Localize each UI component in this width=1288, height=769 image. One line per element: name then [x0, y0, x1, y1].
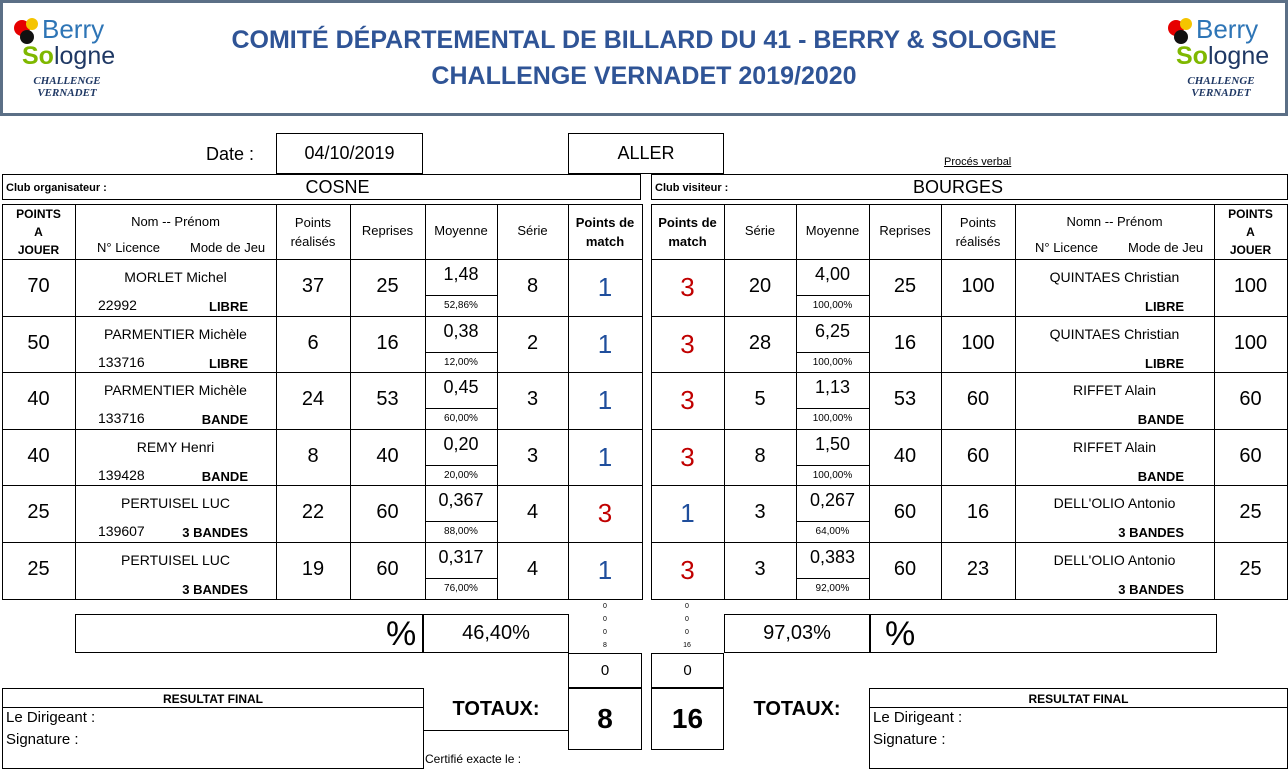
home-moyenne: 0,367	[438, 490, 484, 511]
home-moyenne: 1,48	[443, 264, 479, 284]
col-points-match: Points de match	[575, 215, 635, 249]
away-signature-label: Signature :	[873, 731, 946, 748]
header-banner	[0, 0, 1288, 116]
away-player-name: QUINTAES Christian	[1049, 325, 1180, 342]
away-moyenne-pct: 100,00%	[812, 469, 853, 481]
home-serie: 3	[526, 388, 539, 411]
col-mode: Mode de Jeu	[190, 240, 266, 255]
away-player-name: RIFFET Alain	[1073, 382, 1156, 399]
away-reprises: 60	[893, 558, 917, 580]
home-player-mode: LIBRE	[209, 299, 248, 314]
home-dirigeant-label: Le Dirigeant :	[6, 709, 96, 726]
home-moyenne-pct: 20,00%	[444, 469, 478, 481]
moyenne-divider	[796, 521, 869, 522]
col-moyenne: Moyenne	[434, 223, 488, 238]
home-points-match: 1	[597, 272, 613, 302]
away-moyenne: 0,267	[809, 490, 856, 511]
col-points-realises: Points réalisés	[290, 215, 336, 249]
moyenne-divider	[796, 408, 869, 409]
away-points-match: 3	[680, 272, 695, 302]
home-moyenne: 0,38	[443, 320, 479, 341]
away-serie: 8	[754, 444, 766, 467]
moyenne-divider	[796, 578, 869, 579]
away-points-match: 3	[680, 328, 695, 359]
home-player-mode: BANDE	[201, 468, 248, 484]
home-player-name: PERTUISEL LUC	[121, 495, 230, 512]
home-reprises: 25	[376, 275, 399, 297]
away-dirigeant-label: Le Dirigeant :	[873, 709, 963, 726]
home-points-a-jouer: 70	[27, 275, 50, 297]
home-points-a-jouer: 50	[27, 331, 50, 354]
home-player-name: PARMENTIER Michèle	[104, 382, 247, 399]
col-moyenne: Moyenne	[805, 223, 860, 238]
away-points-match: 3	[680, 555, 695, 585]
home-points-match: 1	[597, 385, 613, 416]
col-points-realises: Points réalisés	[955, 215, 1001, 249]
col-nom-prenom: Nomn -- Prénom	[1066, 214, 1163, 229]
col-reprises: Reprises	[879, 223, 931, 238]
home-player-licence: 133716	[98, 410, 145, 427]
berry-sologne-logo-right: Berry Sologne CHALLENGE VERNADET	[1162, 10, 1280, 110]
away-moyenne-pct: 100,00%	[812, 356, 853, 368]
home-serie: 4	[526, 558, 539, 580]
away-reprises: 16	[893, 331, 917, 354]
away-points-realises: 100	[961, 331, 995, 354]
moyenne-divider	[796, 352, 869, 353]
col-reprises: Reprises	[361, 223, 414, 238]
home-total: 8	[568, 688, 642, 750]
home-points-a-jouer: 40	[27, 388, 50, 411]
home-player-mode: BANDE	[201, 412, 248, 428]
home-points-match: 1	[597, 555, 613, 585]
away-player-mode: LIBRE	[1145, 299, 1184, 314]
home-pct-value: 46,40%	[423, 614, 569, 653]
away-mini-values: 0 0 0 16	[683, 603, 691, 649]
home-player-licence: 133716	[98, 353, 145, 370]
home-player-mode: 3 BANDES	[182, 582, 248, 597]
certifie-label: Certifié exacte le :	[425, 752, 522, 766]
away-points-a-jouer: 60	[1239, 388, 1262, 411]
home-serie: 2	[526, 331, 539, 354]
home-reprises: 60	[376, 558, 399, 580]
away-moyenne: 1,50	[814, 433, 851, 454]
home-pct-box: %	[75, 614, 423, 653]
home-points-realises: 6	[307, 331, 319, 354]
away-serie: 20	[748, 275, 772, 297]
home-player-name: PERTUISEL LUC	[121, 552, 230, 568]
away-points-a-jouer: 100	[1233, 275, 1268, 297]
home-player-name: PARMENTIER Michèle	[104, 325, 247, 342]
club-organisateur-value: COSNE	[305, 177, 370, 197]
col-points-match: Points de match	[658, 215, 717, 249]
moyenne-divider	[425, 578, 497, 579]
home-player-licence: 22992	[98, 297, 137, 313]
berry-sologne-logo-left: Berry Sologne CHALLENGE VERNADET	[8, 10, 126, 110]
home-points-a-jouer: 25	[27, 501, 50, 524]
moyenne-divider	[425, 408, 497, 409]
home-resultat-final: RESULTAT FINAL Le Dirigeant : Signature :	[2, 688, 424, 769]
away-player-mode: LIBRE	[1145, 355, 1184, 371]
home-reprises: 53	[376, 388, 399, 411]
home-moyenne-pct: 88,00%	[444, 526, 478, 538]
away-total: 16	[651, 688, 724, 750]
home-reprises: 16	[376, 331, 399, 354]
home-points-match: 1	[597, 328, 613, 359]
club-visiteur-value: BOURGES	[912, 177, 1004, 197]
home-points-realises: 24	[301, 388, 325, 411]
away-serie: 5	[754, 388, 766, 411]
col-licence: N° Licence	[97, 240, 161, 255]
away-pct-value: 97,03%	[724, 614, 870, 653]
page-title: COMITÉ DÉPARTEMENTAL DE BILLARD DU 41 - BERRY & SOLOGNE	[231, 26, 1057, 54]
home-serie: 8	[526, 275, 539, 297]
away-points-match: 3	[680, 441, 695, 472]
home-player-licence: 139607	[98, 523, 145, 540]
away-resultat-final: RESULTAT FINAL Le Dirigeant : Signature :	[869, 688, 1288, 769]
home-moyenne: 0,20	[443, 433, 479, 454]
away-player-mode: BANDE	[1137, 412, 1184, 428]
home-points-match: 1	[597, 441, 613, 472]
away-player-mode: 3 BANDES	[1118, 582, 1184, 597]
away-moyenne: 6,25	[814, 320, 851, 341]
col-serie: Série	[744, 223, 776, 238]
totaux-label-away: TOTAUX:	[753, 697, 841, 720]
proces-verbal-label: Procés verbal	[944, 156, 1012, 168]
col-licence: N° Licence	[1035, 240, 1099, 255]
away-points-match: 1	[680, 498, 695, 529]
home-score-table	[2, 204, 644, 599]
home-player-mode: LIBRE	[209, 355, 248, 371]
moyenne-divider	[796, 465, 869, 466]
away-points-realises: 60	[966, 444, 990, 467]
col-points-a-jouer: POINTS A JOUER	[16, 207, 61, 257]
away-pct-box: %	[870, 614, 1217, 653]
away-moyenne-pct: 64,00%	[815, 526, 850, 538]
moyenne-divider	[425, 352, 497, 353]
home-points-a-jouer: 40	[27, 444, 50, 467]
home-mini-values: 0 0 0 8	[603, 603, 607, 649]
home-points-realises: 8	[307, 444, 319, 467]
home-moyenne-pct: 60,00%	[444, 413, 478, 425]
moyenne-divider	[425, 465, 497, 466]
home-moyenne-pct: 76,00%	[444, 583, 478, 594]
away-zero: 0	[651, 653, 724, 688]
away-player-name: DELL'OLIO Antonio	[1053, 495, 1176, 512]
home-moyenne-pct: 52,86%	[444, 300, 478, 311]
club-visiteur-row: Club visiteur : BOURGES	[651, 174, 1288, 200]
away-points-realises: 100	[961, 275, 995, 297]
date-label: Date :	[205, 143, 255, 164]
home-moyenne: 0,317	[438, 547, 484, 567]
away-reprises: 40	[893, 444, 917, 467]
away-moyenne-pct: 100,00%	[812, 300, 853, 311]
home-points-realises: 22	[301, 501, 325, 524]
moyenne-divider	[425, 521, 497, 522]
totaux-label-home: TOTAUX:	[452, 697, 540, 720]
away-player-name: QUINTAES Christian	[1049, 269, 1180, 285]
away-points-realises: 60	[966, 388, 990, 411]
home-player-mode: 3 BANDES	[182, 525, 248, 541]
club-organisateur-row: Club organisateur : COSNE	[2, 174, 641, 200]
home-reprises: 40	[376, 444, 399, 467]
away-reprises: 60	[893, 501, 917, 524]
moyenne-divider	[796, 295, 869, 296]
home-moyenne-pct: 12,00%	[444, 356, 478, 368]
away-player-name: RIFFET Alain	[1073, 438, 1156, 455]
away-score-table	[651, 204, 1288, 599]
away-player-mode: BANDE	[1137, 468, 1184, 484]
home-serie: 4	[526, 501, 539, 524]
away-points-realises: 16	[966, 501, 990, 524]
moyenne-divider	[425, 295, 497, 296]
away-reprises: 53	[893, 388, 917, 411]
away-points-a-jouer: 60	[1239, 444, 1262, 467]
home-player-name: REMY Henri	[136, 438, 215, 455]
away-moyenne-pct: 100,00%	[812, 413, 853, 425]
away-player-mode: 3 BANDES	[1118, 525, 1184, 541]
col-serie: Série	[517, 223, 548, 238]
home-points-match: 3	[597, 498, 613, 529]
away-moyenne: 4,00	[814, 264, 851, 284]
home-player-name: MORLET Michel	[124, 269, 227, 285]
away-serie: 3	[754, 501, 766, 524]
away-moyenne: 0,383	[809, 547, 856, 567]
home-moyenne: 0,45	[443, 377, 479, 398]
away-points-match: 3	[680, 385, 695, 416]
home-reprises: 60	[376, 501, 399, 524]
home-points-a-jouer: 25	[27, 558, 50, 580]
col-mode: Mode de Jeu	[1128, 240, 1204, 255]
away-moyenne-pct: 92,00%	[815, 583, 850, 594]
away-points-a-jouer: 25	[1239, 501, 1262, 524]
away-serie: 3	[754, 558, 766, 580]
home-serie: 3	[526, 444, 539, 467]
away-player-name: DELL'OLIO Antonio	[1053, 552, 1176, 568]
home-zero: 0	[568, 653, 642, 688]
leg-field: ALLER	[568, 133, 724, 174]
col-points-a-jouer: POINTS A JOUER	[1228, 207, 1273, 257]
home-player-licence: 139428	[98, 466, 145, 483]
away-points-a-jouer: 100	[1233, 331, 1268, 354]
home-points-realises: 37	[301, 275, 325, 297]
date-field: 04/10/2019	[276, 133, 423, 174]
page-subtitle: CHALLENGE VERNADET 2019/2020	[431, 62, 857, 90]
away-moyenne: 1,13	[814, 377, 851, 398]
away-serie: 28	[748, 331, 772, 354]
away-reprises: 25	[893, 275, 917, 297]
home-signature-label: Signature :	[6, 731, 79, 748]
away-points-a-jouer: 25	[1239, 558, 1262, 580]
home-points-realises: 19	[301, 558, 325, 580]
col-nom-prenom: Nom -- Prénom	[131, 214, 220, 229]
away-points-realises: 23	[966, 558, 990, 580]
